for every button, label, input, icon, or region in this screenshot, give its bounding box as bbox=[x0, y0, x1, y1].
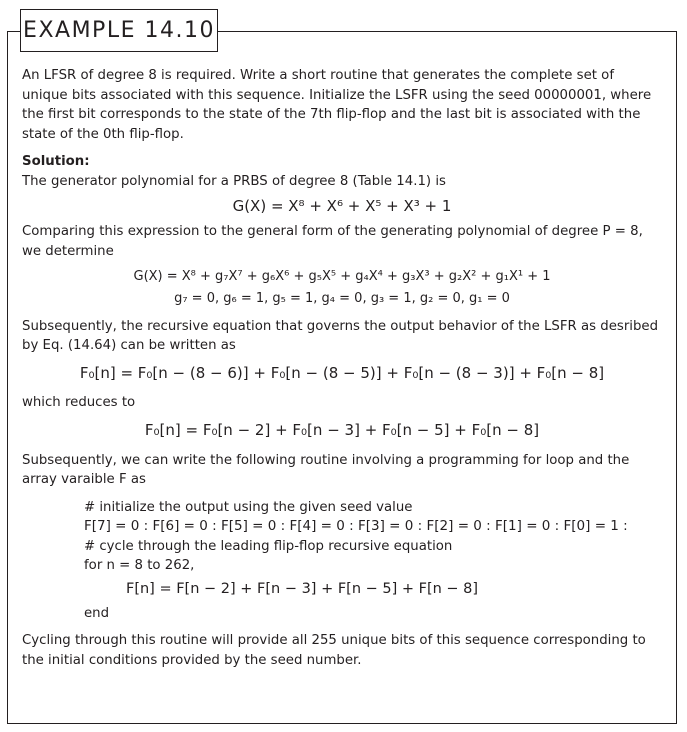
example-title: EXAMPLE 14.10 bbox=[23, 18, 215, 43]
routine-intro: Subsequently, we can write the following routine involving a programming for loop and the array varaible F as bbox=[22, 452, 630, 488]
recursive-intro: Subsequently, the recursive equation that governs the output behavior of the LSFR as desribed by Eq. (14.64) can be written as bbox=[22, 318, 659, 354]
code-seed-line: F[7] = 0 : F[6] = 0 : F[5] = 0 : F[4] = 0 : F[3] = 0 : F[2] = 0 : F[1] = 0 : F[0] = 1 : bbox=[84, 518, 628, 535]
equation-general-form: G(X) = X⁸ + g₇X⁷ + g₆X⁶ + g₅X⁵ + g₄X⁴ + g₃X³ + g₂X² + g₁X¹ + 1 bbox=[133, 269, 551, 285]
conclusion-text: Cycling through this routine will provide all 255 unique bits of this sequence corresponding to the initial conditions provided by the seed number. bbox=[22, 633, 646, 668]
solution-heading: Solution: bbox=[22, 154, 90, 170]
comparing-text: Comparing this expression to the general form of the generating polynomial of degree P = 8, we determine bbox=[22, 224, 643, 259]
code-for-loop: for n = 8 to 262, bbox=[84, 558, 195, 574]
code-block bbox=[84, 498, 662, 576]
problem-statement: An LFSR of degree 8 is required. Write a short routine that generates the complete set of unique bits associated with this sequence. Initialize the LSFR using the seed 00000001, where the first bit corresponds to the state of the 7th flip-flop and the last bit is associated with the state of the 0th flip-flop. bbox=[22, 68, 652, 142]
code-end: end bbox=[84, 605, 110, 621]
equation-reduced: F₀[n] = F₀[n − 2] + F₀[n − 3] + F₀[n − 5] + F₀[n − 8] bbox=[144, 420, 540, 439]
code-comment-seed: # initialize the output using the given seed value bbox=[84, 499, 413, 515]
example-content bbox=[22, 66, 662, 670]
code-comment-cycle: # cycle through the leading flip-flop recursive equation bbox=[84, 538, 453, 554]
solution-intro: The generator polynomial for a PRBS of degree 8 (Table 14.1) is bbox=[22, 173, 446, 189]
equation-coefficients: g₇ = 0, g₆ = 1, g₅ = 1, g₄ = 0, g₃ = 1, g₂ = 0, g₁ = 0 bbox=[174, 290, 510, 306]
equation-gx: G(X) = X⁸ + X⁶ + X⁵ + X³ + 1 bbox=[232, 196, 452, 215]
reduces-text: which reduces to bbox=[22, 395, 136, 411]
code-loop-body: F[n] = F[n − 2] + F[n − 3] + F[n − 5] + F[n − 8] bbox=[126, 581, 479, 598]
example-title-box bbox=[20, 9, 218, 52]
equation-recursive: F₀[n] = F₀[n − (8 − 6)] + F₀[n − (8 − 5)] + F₀[n − (8 − 3)] + F₀[n − 8] bbox=[79, 363, 605, 382]
